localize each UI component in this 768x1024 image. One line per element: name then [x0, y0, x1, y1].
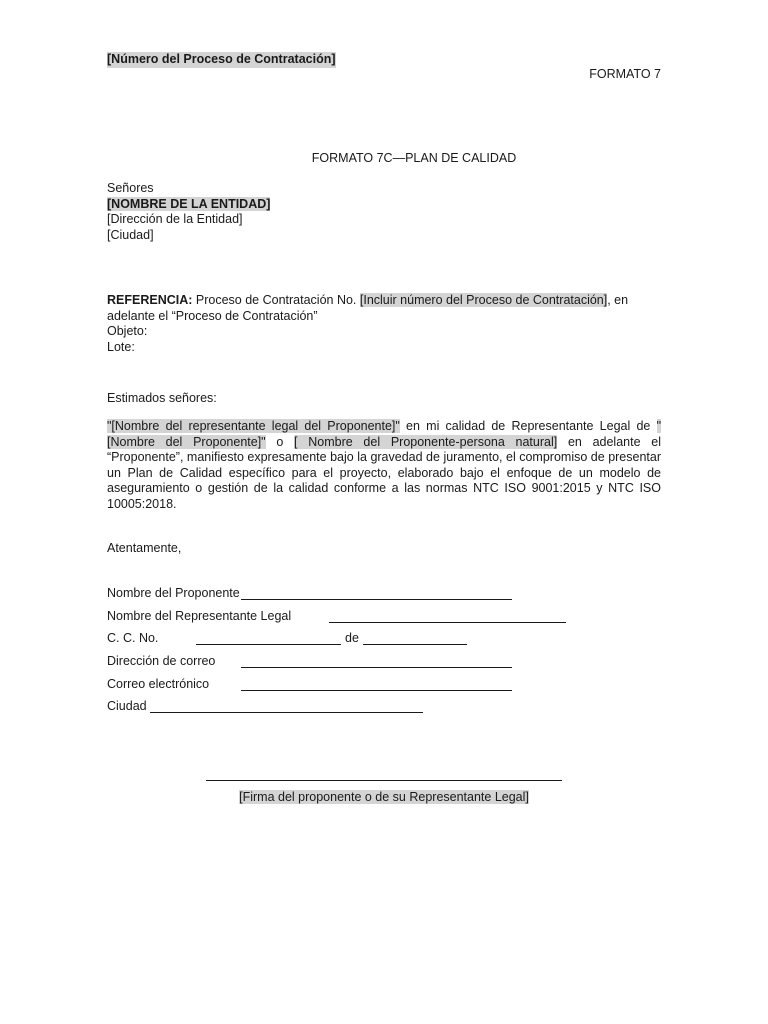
mail-address-label: Dirección de correo: [107, 654, 216, 668]
body-text-3: en adelante el “Proponente”, manifiesto expresamente bajo la gravedad de juramento, el compromiso de presentar un Plan de Calidad específico para el proyecto, elaborado bajo el enfoque de un modelo de aseguramiento o gestión de la calidad conforme a las normas NTC ISO 9001:2015 y NTC ISO 10005:2018.: [107, 434, 661, 511]
reference-line-1: [107, 293, 661, 309]
mail-address-line[interactable]: [241, 667, 512, 668]
reference-text: Proceso de Contratación No.: [192, 293, 360, 307]
process-number-field: [Incluir número del Proceso de Contratación]: [359, 293, 608, 307]
legal-rep-name-line[interactable]: [329, 622, 566, 623]
entity-name-placeholder: [NOMBRE DE LA ENTIDAD]: [107, 196, 271, 211]
format-label: FORMATO 7: [589, 67, 661, 81]
email-line[interactable]: [241, 690, 512, 691]
body-text-2: o: [265, 434, 295, 449]
proponent-name-label: Nombre del Proponente: [107, 586, 240, 600]
body-text-1: en mi calidad de Representante Legal de: [399, 419, 657, 433]
salutation: Señores: [107, 181, 154, 195]
reference-block: [107, 293, 661, 355]
legal-rep-placeholder: "[Nombre del representante legal del Proponente]": [107, 419, 400, 433]
signature-label-wrap: [0, 790, 768, 806]
signature-line[interactable]: [206, 780, 562, 781]
lote-label: Lote:: [107, 339, 135, 354]
cc-no-label: C. C. No.: [107, 631, 159, 645]
entity-city-placeholder: [Ciudad]: [107, 227, 154, 242]
city-line[interactable]: [150, 712, 423, 713]
reference-line-2: adelante el “Proceso de Contratación”: [107, 308, 318, 323]
proponent-placeholder: "[Nombre del Proponente]": [107, 419, 661, 449]
proponent-name-line[interactable]: [241, 599, 512, 600]
natural-person-placeholder: [ Nombre del Proponente-persona natural]: [294, 434, 558, 449]
body-paragraph: [107, 419, 661, 512]
reference-label: REFERENCIA:: [107, 293, 193, 307]
cc-place-line[interactable]: [363, 644, 467, 645]
legal-rep-name-label: Nombre del Representante Legal: [107, 609, 292, 623]
cc-de-label: de: [345, 631, 359, 645]
reference-text-after: , en: [607, 293, 629, 307]
addressee-block: [107, 181, 270, 243]
greeting: Estimados señores:: [107, 391, 217, 405]
process-number-placeholder: [Número del Proceso de Contratación]: [107, 52, 336, 66]
document-title: FORMATO 7C—PLAN DE CALIDAD: [311, 151, 517, 165]
cc-no-line[interactable]: [196, 644, 341, 645]
signature-label: [Firma del proponente o de su Representante Legal]: [239, 790, 529, 804]
entity-address-placeholder: [Dirección de la Entidad]: [107, 212, 243, 226]
closing: Atentamente,: [107, 541, 182, 555]
city-label: Ciudad: [107, 699, 147, 713]
email-label: Correo electrónico: [107, 677, 210, 691]
objeto-label: Objeto:: [107, 324, 148, 338]
